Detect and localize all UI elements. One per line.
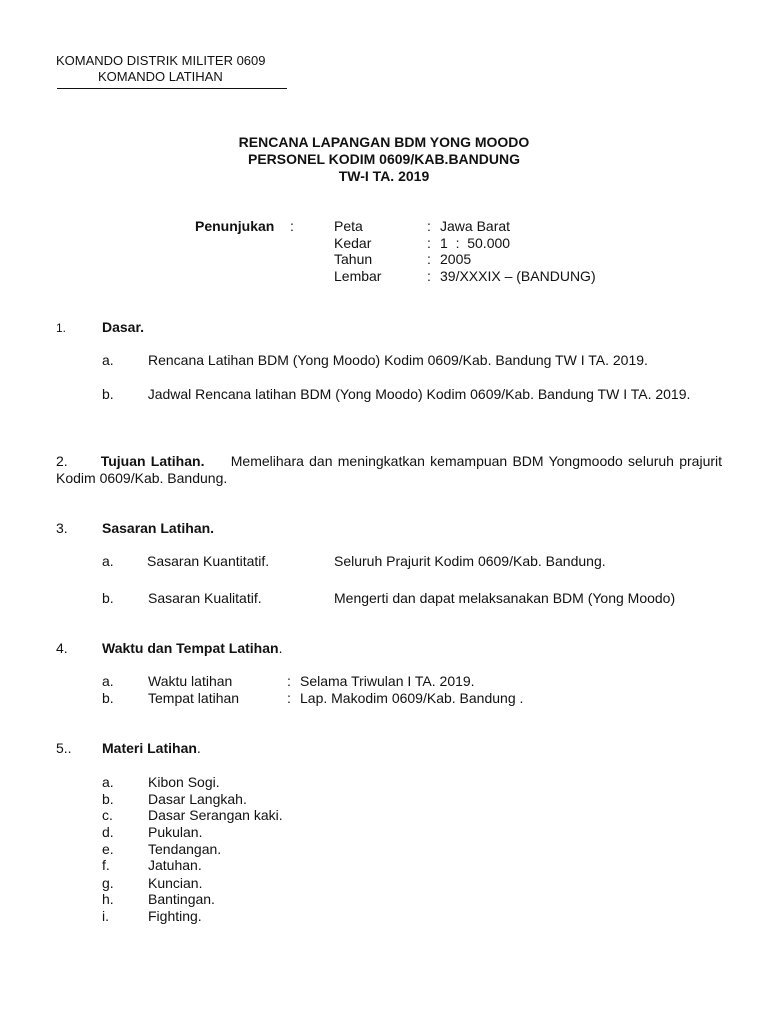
list-item: Dasar Langkah.	[148, 791, 247, 807]
list-item: Fighting.	[148, 908, 202, 924]
item-value: Seluruh Prajurit Kodim 0609/Kab. Bandung.	[334, 553, 606, 569]
penunjukan-value: 1 : 50.000	[440, 235, 511, 251]
item-mark: b.	[102, 690, 114, 706]
list-item-mark: i.	[102, 908, 109, 924]
item-mark: a.	[102, 673, 114, 689]
item-paragraph	[102, 386, 722, 403]
doc-title-line2: PERSONEL KODIM 0609/KAB.BANDUNG	[247, 151, 520, 167]
list-item: Jatuhan.	[148, 857, 202, 873]
section-heading: Sasaran Latihan.	[102, 520, 215, 536]
doc-title-line3: TW-I TA. 2019	[338, 168, 430, 184]
item-sep: :	[287, 690, 291, 706]
penunjukan-value: 39/XXXIX – (BANDUNG)	[440, 268, 596, 284]
penunjukan-key: Lembar	[334, 268, 382, 284]
penunjukan-sep: :	[427, 218, 431, 234]
item-label: Waktu latihan	[148, 673, 233, 689]
item-sep: :	[287, 673, 291, 689]
item-text: Jadwal Rencana latihan BDM (Yong Moodo) Kodim 0609/Kab. Bandung TW I TA. 2019.	[147, 386, 691, 402]
item-mark: a.	[102, 553, 114, 569]
list-item: Kuncian.	[148, 875, 203, 891]
penunjukan-label: Penunjukan	[195, 218, 275, 234]
unit-subname: KOMANDO LATIHAN	[98, 69, 223, 84]
item-label: Sasaran Kuantitatif.	[147, 553, 270, 569]
section-heading-wrap	[102, 640, 282, 657]
item-text: Rencana Latihan BDM (Yong Moodo) Kodim 0609/Kab. Bandung TW I TA. 2019.	[148, 352, 648, 368]
section-number: 4.	[56, 640, 68, 656]
list-item-mark: b.	[102, 791, 114, 807]
list-item: Tendangan.	[148, 841, 222, 857]
section-number: 1.	[56, 321, 67, 335]
list-item-mark: d.	[102, 824, 114, 840]
item-value: Selama Triwulan I TA. 2019.	[300, 673, 475, 689]
section-number: 3.	[56, 520, 68, 536]
section-heading: Dasar.	[102, 319, 145, 335]
section-heading-wrap	[102, 740, 201, 757]
list-item-mark: h.	[102, 891, 114, 907]
list-item-mark: a.	[102, 774, 114, 790]
list-item-mark: f.	[102, 857, 110, 873]
penunjukan-colon: :	[290, 218, 294, 234]
list-item-mark: e.	[102, 841, 114, 857]
list-item-mark: c.	[102, 807, 113, 823]
heading-suffix: .	[278, 640, 283, 656]
section-tujuan	[56, 453, 722, 487]
penunjukan-key: Tahun	[334, 251, 373, 267]
section-number: 2.	[56, 453, 68, 469]
item-mark: b.	[102, 386, 114, 402]
item-value: Mengerti dan dapat melaksanakan BDM (Yong Moodo)	[334, 590, 676, 606]
list-item: Bantingan.	[148, 891, 215, 907]
section-text: Memelihara dan meningkatkan kemampuan BDM Yongmoodo seluruh prajurit Kodim 0609/Kab. Bandung.	[56, 453, 723, 486]
list-item: Dasar Serangan kaki.	[148, 807, 283, 823]
penunjukan-sep: :	[427, 251, 431, 267]
heading-suffix: .	[196, 740, 201, 756]
list-item: Pukulan.	[148, 824, 203, 840]
list-item-mark: g.	[102, 875, 114, 891]
item-label: Sasaran Kualitatif.	[148, 590, 262, 606]
penunjukan-sep: :	[427, 235, 431, 251]
list-item: Kibon Sogi.	[148, 774, 220, 790]
section-number: 5..	[56, 740, 72, 756]
penunjukan-value: 2005	[440, 251, 472, 267]
item-mark: a.	[102, 352, 114, 368]
section-heading: Waktu dan Tempat Latihan	[102, 640, 279, 656]
penunjukan-sep: :	[427, 268, 431, 284]
item-value: Lap. Makodim 0609/Kab. Bandung .	[300, 690, 524, 706]
doc-title-line1: RENCANA LAPANGAN BDM YONG MOODO	[238, 134, 530, 150]
item-label: Tempat latihan	[148, 690, 240, 706]
header-underline	[57, 88, 287, 89]
penunjukan-value: Jawa Barat	[440, 218, 511, 234]
section-heading: Materi Latihan	[102, 740, 197, 756]
penunjukan-key: Peta	[334, 218, 363, 234]
unit-name: KOMANDO DISTRIK MILITER 0609	[56, 53, 266, 68]
section-heading: Tujuan Latihan.	[100, 453, 205, 469]
penunjukan-key: Kedar	[334, 235, 372, 251]
item-mark: b.	[102, 590, 114, 606]
